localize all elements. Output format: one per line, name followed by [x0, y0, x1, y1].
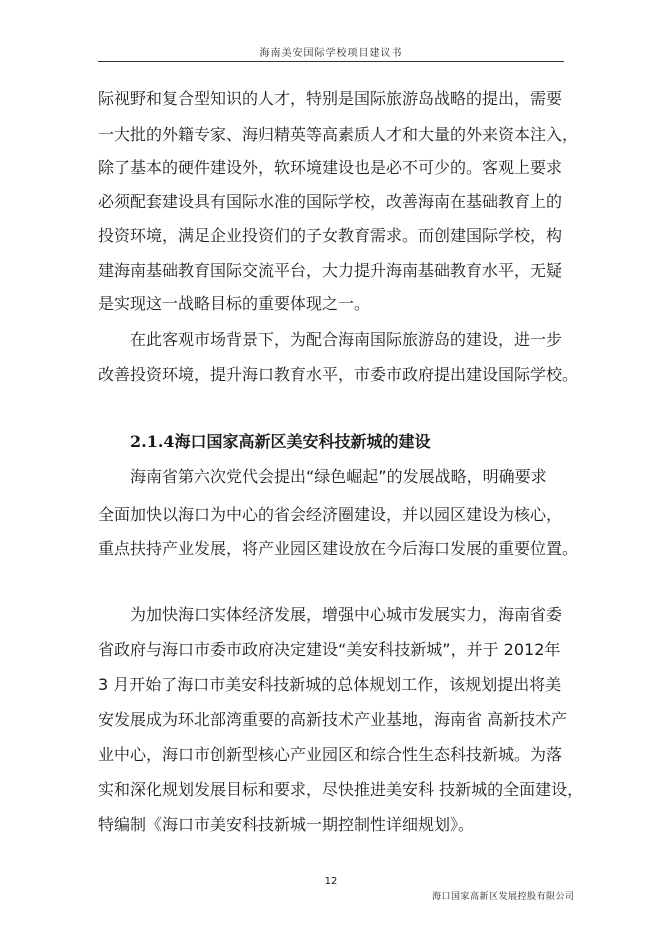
body-line: 除了基本的硬件建设外，软环境建设也是必不可少的。客观上要求 [98, 158, 563, 177]
body-line: 是实现这一战略目标的重要体现之一。 [98, 294, 371, 313]
body-line: 改善投资环境，提升海口教育水平，市委市政府提出建设国际学校。 [98, 365, 579, 384]
body-line: 一大批的外籍专家、海归精英等高素质人才和大量的外来资本注入， [98, 125, 579, 144]
body-line: 建海南基础教育国际交流平台，大力提升海南基础教育水平，无疑 [98, 261, 563, 280]
body-line: 特编制《海口市美安科技新城一期控制性详细规划》。 [98, 815, 475, 834]
body-line: 在此客观市场背景下，为配合海南国际旅游岛的建设，进一步 [130, 330, 563, 349]
body-line: 为加快海口实体经济发展，增强中心城市发展实力，海南省委 [130, 605, 563, 624]
body-line: 必须配套建设具有国际水准的国际学校，改善海南在基础教育上的 [98, 192, 563, 211]
body-line: 投资环境，满足企业投资们的子女教育需求。而创建国际学校，构 [98, 226, 563, 245]
header-title: 海南美安国际学校项目建议书 [259, 48, 403, 59]
body-line: 全面加快以海口为中心的省会经济圈建设，并以园区建设为核心， [98, 505, 563, 524]
section-heading: 2.1.4海口国家高新区美安科技新城的建设 [130, 432, 431, 451]
body-line: 海南省第六次党代会提出“绿色崛起”的发展战略，明确要求 [130, 467, 547, 486]
header-divider [98, 61, 564, 62]
body-line: 际视野和复合型知识的人才，特别是国际旅游岛战略的提出，需要 [98, 89, 563, 108]
body-line: 重点扶持产业发展，将产业园区建设放在今后海口发展的重要位置。 [98, 539, 579, 558]
body-line: 实和深化规划发展目标和要求，尽快推进美安科 技新城的全面建设， [98, 780, 584, 799]
page-number: 12 [324, 876, 338, 887]
body-line: 业中心，海口市创新型核心产业园区和综合性生态科技新城。为落 [98, 745, 563, 764]
body-line: 省政府与海口市委市政府决定建设“美安科技新城”，并于 2012年 [98, 640, 561, 659]
body-line: 3 月开始了海口市美安科技新城的总体规划工作，该规划提出将美 [98, 675, 562, 694]
footer-company: 海口国家高新区发展控股有限公司 [432, 892, 575, 902]
body-line: 安发展成为环北部湾重要的高新技术产业基地，海南省 高新技术产 [98, 710, 568, 729]
